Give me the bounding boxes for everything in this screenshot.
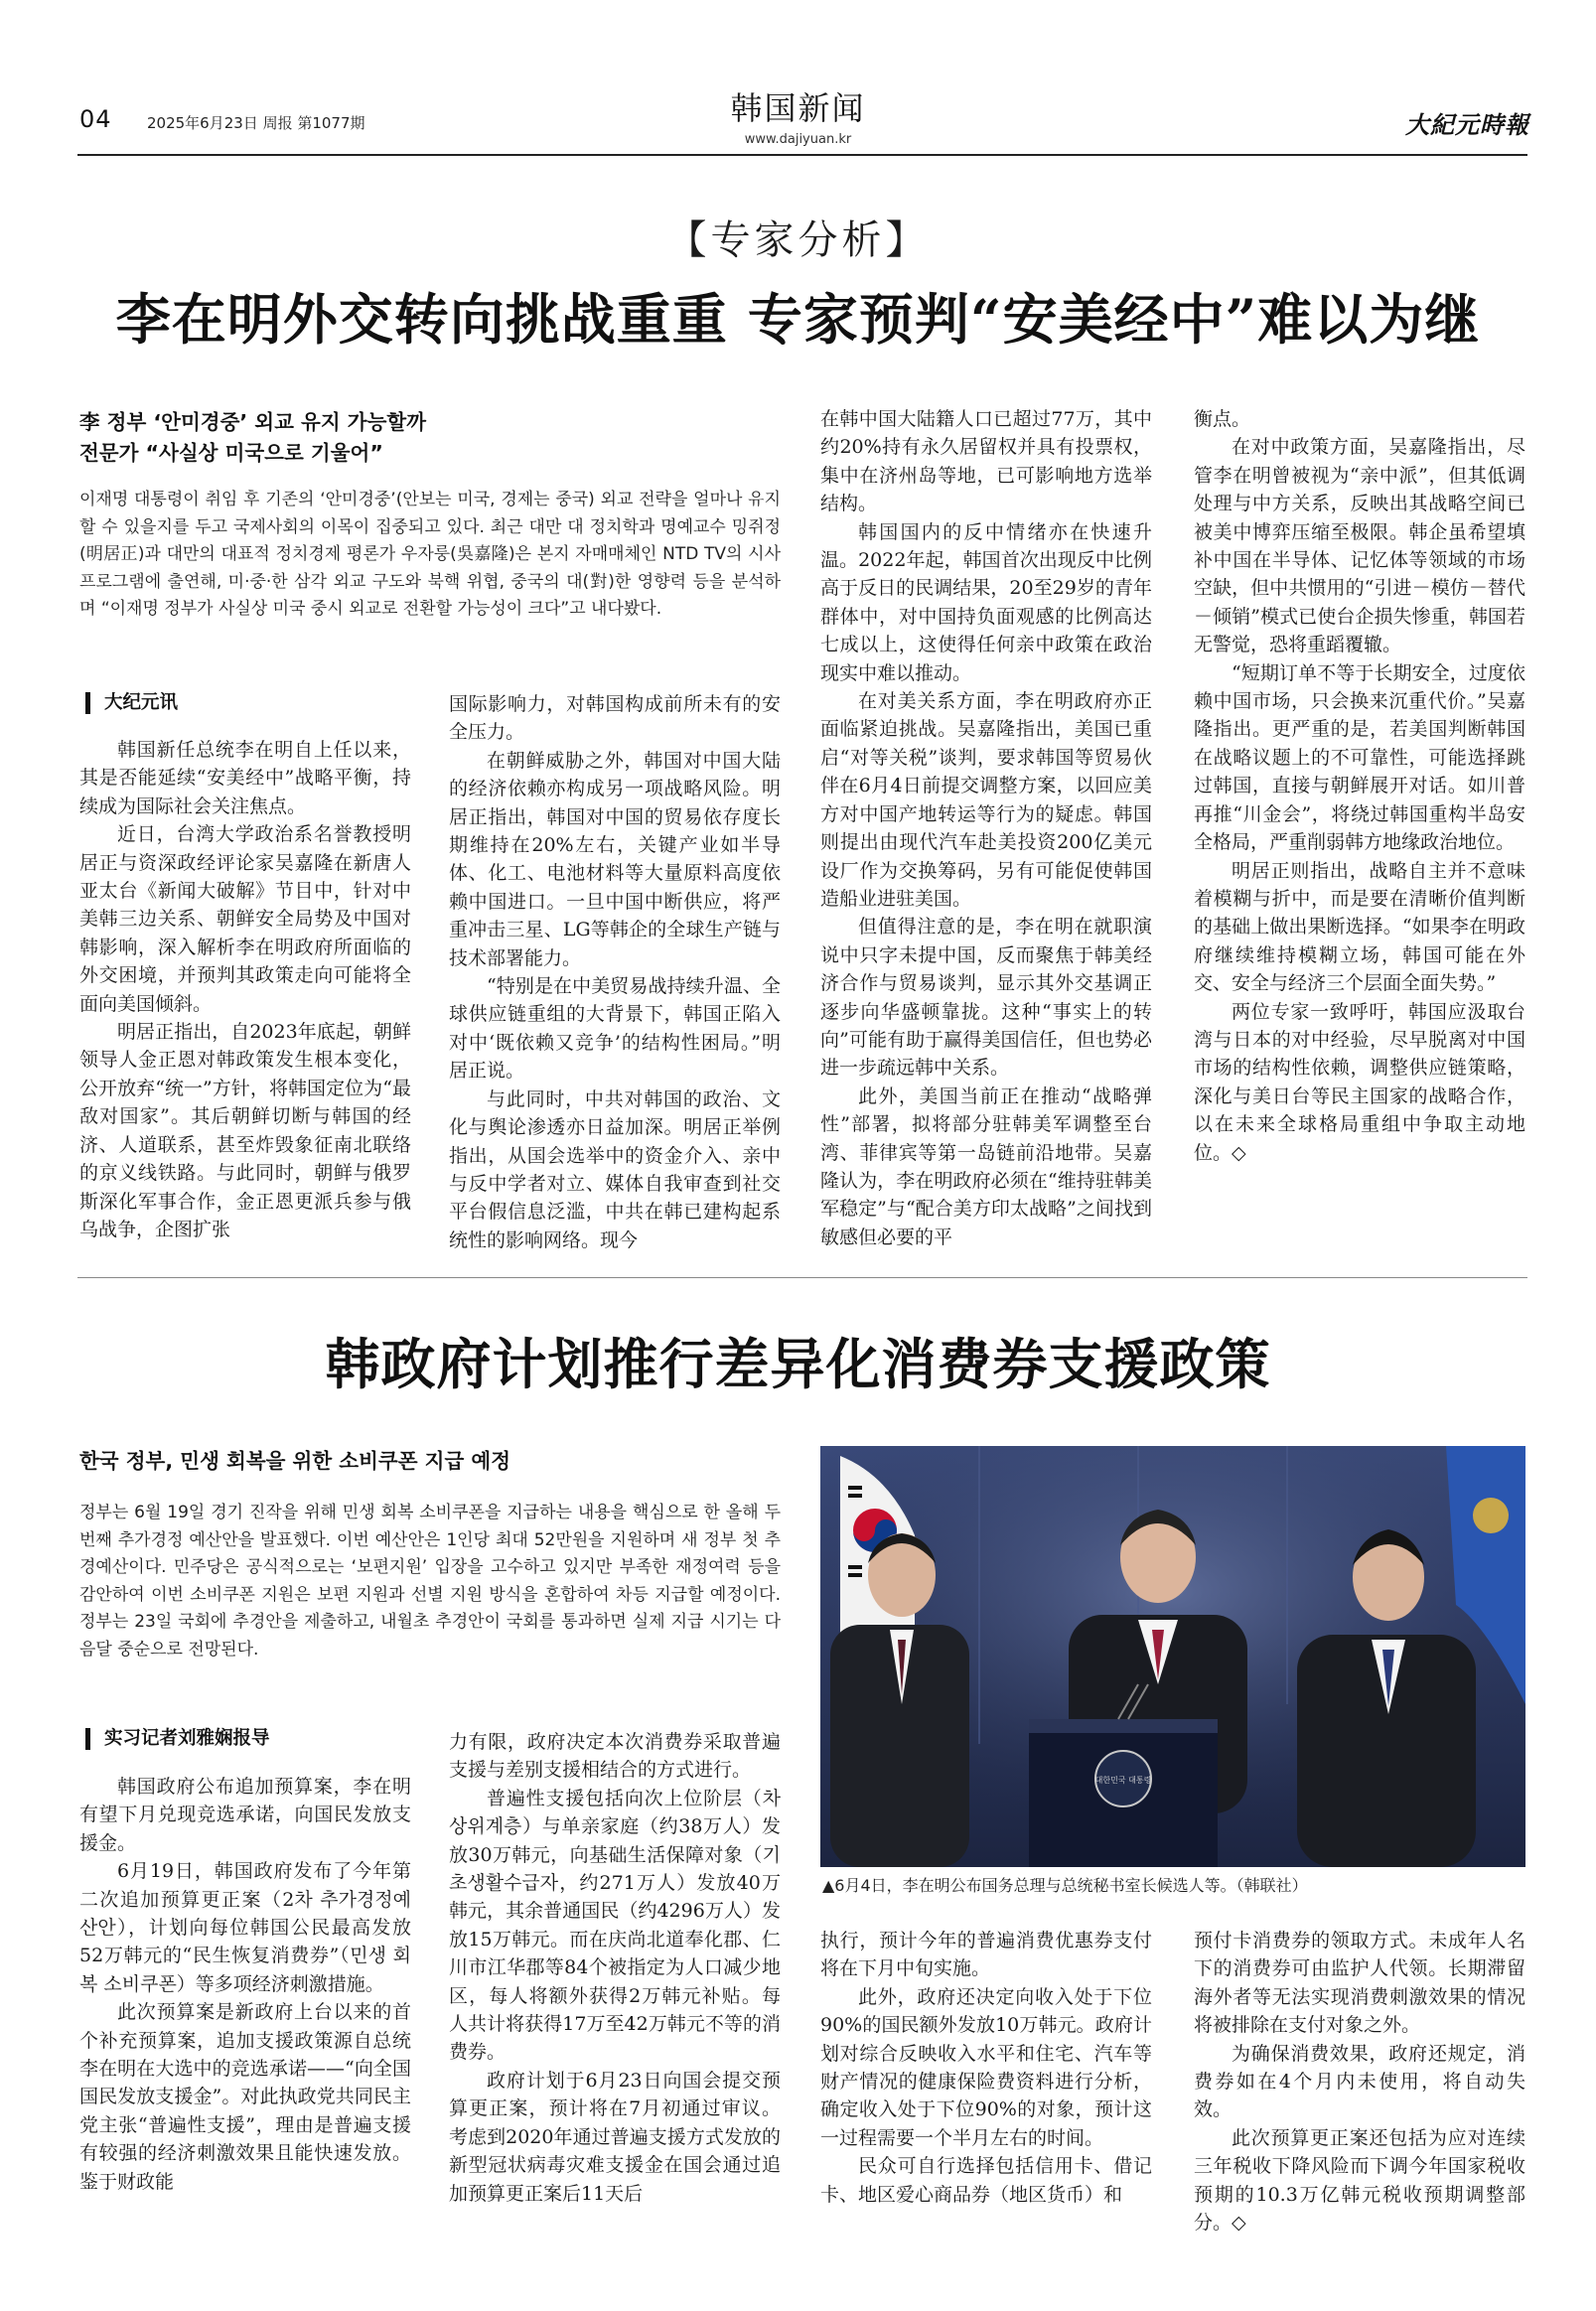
paragraph: 政府计划于6月23日向国会提交预算更正案，预计将在7月初通过审议。考虑到2020年通过普遍支援方式发放的新型冠状病毒灾难支援金在国会通过追加预算更正案后11天后 xyxy=(449,2069,781,2205)
photo-caption: ▲6月4日，李在明公布国务总理与总统秘书室长候选人等。（韩联社） xyxy=(822,1876,1308,1895)
article1-korean-lead: 이재명 대통령이 취임 후 기존의 ‘안미경중’(안보는 미국, 경제는 중국) 외교 전략을 얼마나 유지할 수 있을지를 두고 국제사회의 이목이 집중되고 있다. 최근 대만 대 정치학과 명예교수 밍쥐정(明居正)과 대만의 대표적 정치경제 평론가 우자룽(吳嘉隆)은 본지 자매매체인 NTD TV의 시사 프로그램에 출연해, 미·중·한 삼각 외교 구도와 북핵 위협, 중국의 대(對)한 영향력 등을 분석하며 “이재명 정부가 사실상 미국 중시 외교로 전환할 가능성이 크다”고 내다봤다. xyxy=(79,490,781,619)
article1-column-1 xyxy=(79,736,411,1243)
article1-korean-headline xyxy=(79,407,795,469)
paragraph: “短期订单不等于长期安全，过度依赖中国市场，只会换来沉重代价。”吴嘉隆指出。更严重的是，若美国判断韩国在战略议题上的不可靠性，可能选择跳过韩国，直接与朝鲜展开对话。如川普再推“川金会”，将绕过韩国重构半岛安全格局，严重削弱韩方地缘政治地位。 xyxy=(1194,661,1525,854)
paragraph: 韩国新任总统李在明自上任以来，其是否能延续“安美经中”战略平衡，持续成为国际社会关注焦点。 xyxy=(79,739,411,817)
paragraph: 两位专家一致呼吁，韩国应汲取台湾与日本的对中经验，尽早脱离对中国市场的结构性依赖，调整供应链策略，深化与美日台等民主国家的战略合作，以在未来全球格局重组中争取主动地位。◇ xyxy=(1194,1000,1525,1164)
paragraph: 力有限，政府决定本次消费券采取普遍支援与差别支援相结合的方式进行。 xyxy=(449,1731,781,1782)
article2-korean-lead: 정부는 6월 19일 경기 진작을 위해 민생 회복 소비쿠폰을 지급하는 내용을 핵심으로 한 올해 두번째 추가경정 예산안을 발표했다. 이번 예산안은 1인당 최대 52만원을 지원하며 새 정부 첫 추경예산이다. 민주당은 공식적으로는 ‘보편지원’ 입장을 고수하고 있지만 부족한 재정여력 등을 감안하여 이번 소비쿠폰 지원은 보편 지원과 선별 지원 방식을 혼합하여 차등 지급할 예정이다. 정부는 23일 국회에 추경안을 제출하고, 내월초 추경안이 국회를 통과하면 실제 지급 시기는 다음달 중순으로 전망된다. xyxy=(79,1503,781,1660)
paragraph: 与此同时，中共对韩国的政治、文化与舆论渗透亦日益加深。明居正举例指出，从国会选举中的资金介入、亲中与反中学者对立、媒体自我审查到社交平台假信息泛滥，中共在韩已建构起系统性的影响网络。现今 xyxy=(449,1087,781,1251)
issue-date: 2025年6月23日 周报 第1077期 xyxy=(147,114,365,132)
paragraph: 民众可自行选择包括信用卡、借记卡、地区爱心商品券（地区货币）和 xyxy=(820,2155,1152,2206)
paragraph: 此外，政府还决定向收入处于下位90%的国民额外发放10万韩元。政府计划对综合反映收入水平和住宅、汽车等财产情况的健康保险费资料进行分析，确定收入处于下位90%的对象，预计这一过程需要一个半月左右的时间。 xyxy=(820,1985,1152,2149)
paragraph: 此次预算更正案还包括为应对连续三年税收下降风险而下调今年国家税收预期的10.3万亿韩元税收预期调整部分。◇ xyxy=(1194,2126,1525,2235)
article-divider xyxy=(77,1277,1527,1278)
paragraph: 预付卡消费券的领取方式。未成年人名下的消费券可由监护人代领。长期滞留海外者等无法实现消费刺激效果的情况将被排除在支付对象之外。 xyxy=(1194,1930,1525,2037)
press-conference-photo xyxy=(820,1446,1525,1867)
podium-seal-text: 대한민국 대통령 xyxy=(1094,1776,1152,1785)
article1-tag: 【专家分析】 xyxy=(666,217,930,263)
article2-column-4 xyxy=(1194,1927,1525,2237)
paragraph: “特别是在中美贸易战持续升温、全球供应链重组的大背景下，韩国正陷入对中‘既依赖又竞争’的结构性困局。”明居正说。 xyxy=(449,975,781,1083)
article1-column-4 xyxy=(1194,405,1525,1167)
paragraph: 国际影响力，对韩国构成前所未有的安全压力。 xyxy=(449,693,781,744)
article1-korean-headline-line1: 李 정부 ‘안미경중’ 외교 유지 가능할까 xyxy=(79,410,427,434)
article1-column-3 xyxy=(820,405,1152,1251)
paragraph: 在对中政策方面，吴嘉隆指出，尽管李在明曾被视为“亲中派”，但其低调处理与中方关系，反映出其战略空间已被美中博弈压缩至极限。韩企虽希望填补中国在半导体、记忆体等领域的市场空缺，但中共惯用的“引进－模仿－替代－倾销”模式已使台企损失惨重，韩国若无警觉，恐将重蹈覆辙。 xyxy=(1194,436,1525,656)
paragraph: 此外，美国当前正在推动“战略弹性”部署，拟将部分驻韩美军调整至台湾、菲律宾等第一岛链前沿地带。吴嘉隆认为，李在明政府必须在“维持驻韩美军稳定”与“配合美方印太战略”之间找到敏感但必要的平 xyxy=(820,1084,1152,1248)
paragraph: 明居正指出，自2023年底起，朝鲜领导人金正恩对韩政策发生根本变化，公开放弃“统一”方针，将韩国定位为“最敌对国家”。其后朝鲜切断与韩国的经济、人道联系，甚至炸毁象征南北联络的京义线铁路。与此同时，朝鲜与俄罗斯深化军事合作，金正恩更派兵参与俄乌战争，企图扩张 xyxy=(79,1021,411,1240)
article1-korean-headline-line2: 전문가 “사실상 미국으로 기울어” xyxy=(79,441,383,465)
paragraph: 但值得注意的是，李在明在就职演说中只字未提中国，反而聚焦于韩美经济合作与贸易谈判，显示其外交基调正逐步向华盛顿靠拢。这种“事实上的转向”可能有助于赢得美国信任，但也势必进一步疏远韩中关系。 xyxy=(820,916,1152,1080)
paragraph: 衡点。 xyxy=(1194,408,1251,430)
header-rule xyxy=(77,154,1527,156)
paragraph: 普遍性支援包括向次上位阶层（차상위계층）与单亲家庭（约38万人）发放30万韩元，向基础生活保障对象（기초생활수급자，约271万人）发放40万韩元，其余普通国民（约4296万人）发放15万韩元。而在庆尚北道奉化郡、仁川市江华郡等84个被指定为人口减少地区，每人将额外获得2万韩元补贴。每人共计将获得17万至42万韩元不等的消费券。 xyxy=(449,1787,781,2064)
article1-title: 李在明外交转向挑战重重 专家预判“安美经中”难以为继 xyxy=(115,287,1481,352)
article2-column-3 xyxy=(820,1927,1152,2209)
paragraph: 近日，台湾大学政治系名誉教授明居正与资深政经评论家吴嘉隆在新唐人亚太台《新闻大破解》节目中，针对中美韩三边关系、朝鲜安全局势及中国对韩影响，深入解析李在明政府所面临的外交困境，并预判其政策走向可能将全面向美国倾斜。 xyxy=(79,823,411,1015)
paragraph: 在韩中国大陆籍人口已超过77万，其中约20%持有永久居留权并具有投票权，集中在济州岛等地，已可影响地方选举结构。 xyxy=(820,408,1152,515)
article2-column-1 xyxy=(79,1773,411,2196)
article2-column-2 xyxy=(449,1728,781,2208)
article2-title: 韩政府计划推行差异化消费券支援政策 xyxy=(325,1332,1271,1396)
paragraph: 执行，预计今年的普遍消费优惠券支付将在下月中旬实施。 xyxy=(820,1930,1152,1980)
article1-column-2 xyxy=(449,690,781,1254)
article2-korean-headline: 한국 정부, 민생 회복을 위한 소비쿠폰 지급 예정 xyxy=(79,1449,511,1473)
article1-byline: 大纪元讯 xyxy=(85,692,178,714)
paragraph: 明居正则指出，战略自主并不意味着模糊与折中，而是要在清晰价值判断的基础上做出果断选择。“如果李在明政府继续维持模糊立场，韩国可能在外交、安全与经济三个层面全面失势。” xyxy=(1194,859,1525,995)
paragraph: 为确保消费效果，政府还规定，消费券如在4个月内未使用，将自动失效。 xyxy=(1194,2042,1525,2121)
paragraph: 在朝鲜威胁之外，韩国对中国大陆的经济依赖亦构成另一项战略风险。明居正指出，韩国对中国的贸易依存度长期维持在20%左右，关键产业如半导体、化工、电池材料等大量原料高度依赖中国进口。一旦中国中断供应，将严重冲击三星、LG等韩企的全球生产链与技术部署能力。 xyxy=(449,749,781,969)
newspaper-logo: 大紀元時報 xyxy=(1405,110,1529,139)
photo-illustration xyxy=(820,1446,1525,1867)
paragraph: 6月19日，韩国政府发布了今年第二次追加预算更正案（2차 추가경정예산안），计划向每位韩国公民最高发放52万韩元的“民生恢复消费券”（민생 회복 소비쿠폰）等多项经济刺激措施。 xyxy=(79,1860,411,1995)
paragraph: 韩国国内的反中情绪亦在快速升温。2022年起，韩国首次出现反中比例高于反日的民调结果，20至29岁的青年群体中，对中国持负面观感的比例高达七成以上，这使得任何亲中政策在政治现实中难以推动。 xyxy=(820,520,1152,684)
site-url[interactable]: www.dajiyuan.kr xyxy=(744,132,852,147)
page-number: 04 xyxy=(79,105,112,133)
paragraph: 此次预算案是新政府上台以来的首个补充预算案，追加支援政策源自总统李在明在大选中的竞选承诺——“向全国国民发放支援金”。对此执政党共同民主党主张“普遍性支援”，理由是普遍支援有较强的经济刺激效果且能快速发放。鉴于财政能 xyxy=(79,2001,411,2193)
paragraph: 在对美关系方面，李在明政府亦正面临紧迫挑战。吴嘉隆指出，美国已重启“对等关税”谈判，要求韩国等贸易伙伴在6月4日前提交调整方案，以回应美方对中国产地转运等行为的疑虑。韩国则提出由现代汽车赴美投资200亿美元设厂作为交换筹码，另有可能促使韩国造船业进驻美国。 xyxy=(820,690,1152,910)
paragraph: 韩国政府公布追加预算案，李在明有望下月兑现竞选承诺，向国民发放支援金。 xyxy=(79,1776,411,1854)
article2-byline: 实习记者刘雅娴报导 xyxy=(85,1728,270,1750)
section-title: 韩国新闻 xyxy=(730,89,866,127)
